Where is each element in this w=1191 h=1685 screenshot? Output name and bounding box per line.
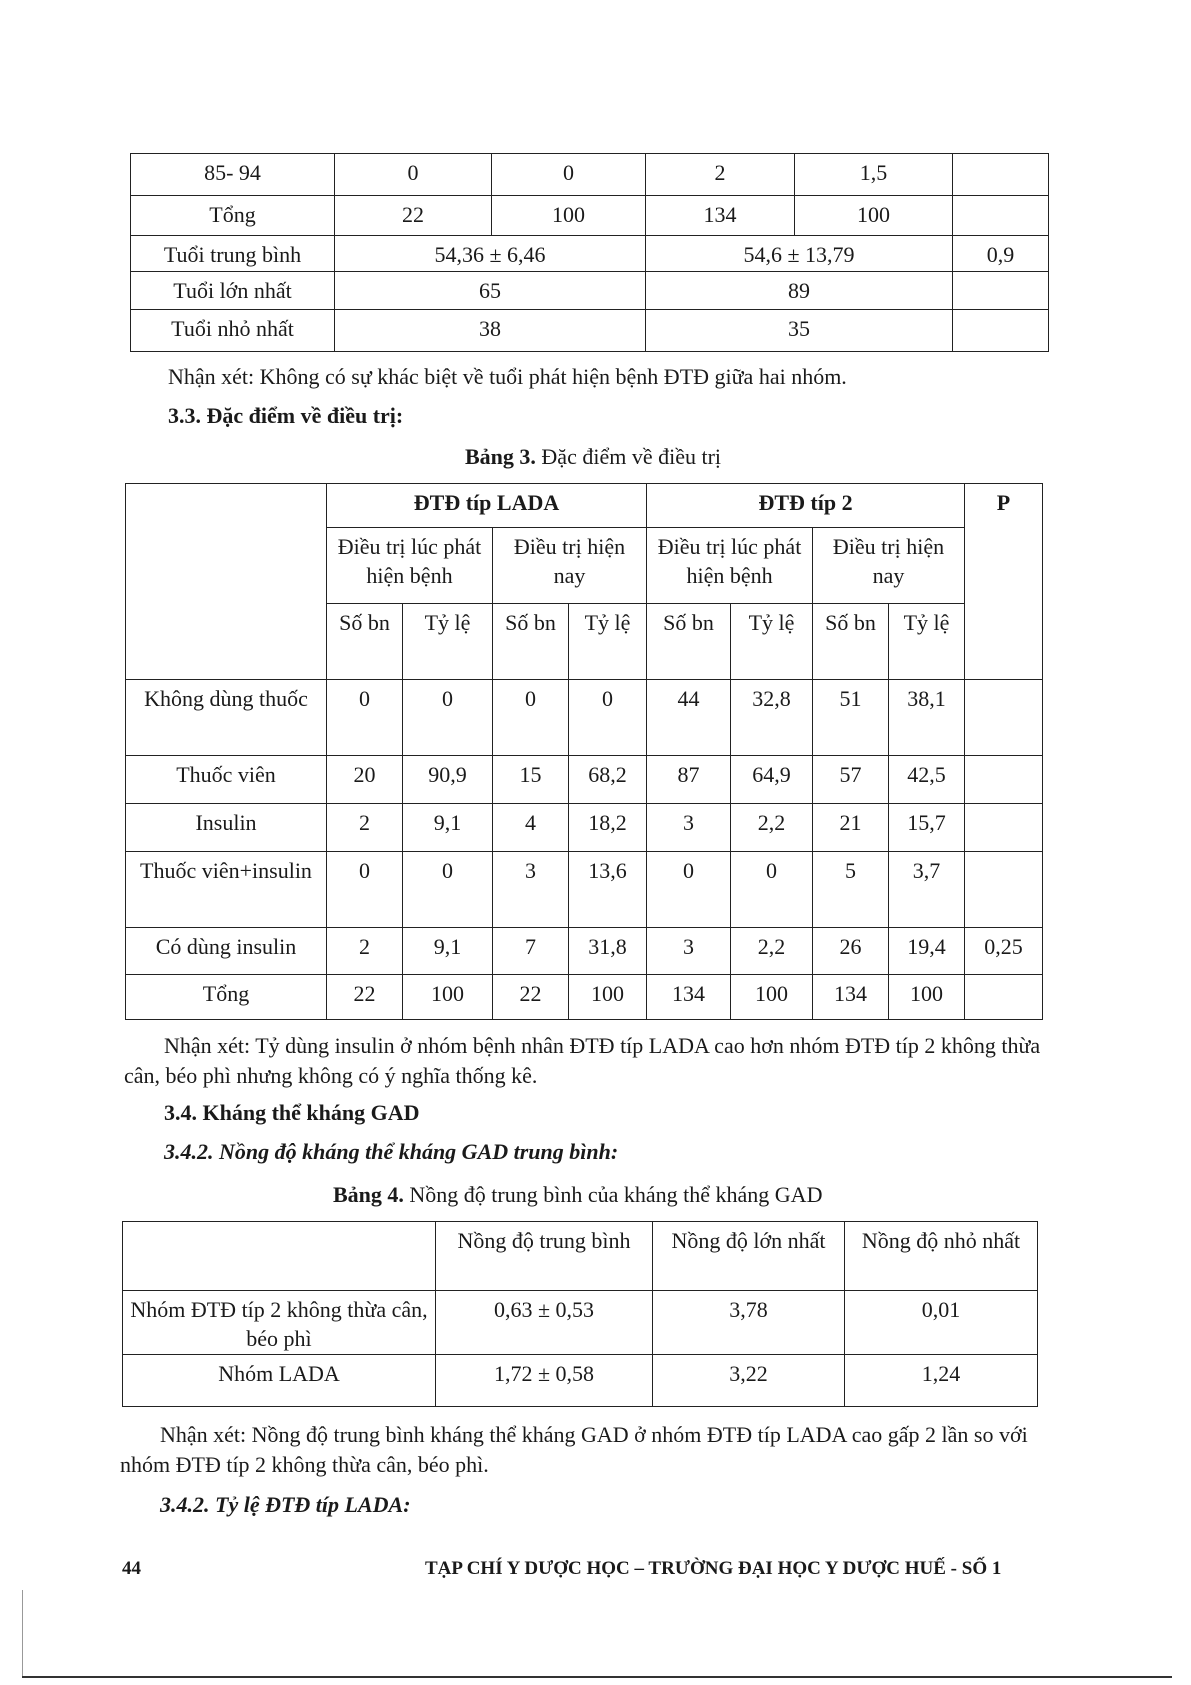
cell: 85- 94 — [131, 154, 335, 196]
cell: 2,2 — [731, 804, 813, 852]
table-row — [126, 680, 1043, 756]
table-row — [126, 756, 1043, 804]
cell: 20 — [327, 756, 403, 804]
cell: 87 — [647, 756, 731, 804]
section-heading: 3.4.2. Tỷ lệ ĐTĐ típ LADA: — [160, 1492, 411, 1517]
cell: 0 — [327, 852, 403, 928]
bottom-rule — [22, 1676, 1172, 1678]
cell: 1,5 — [795, 154, 953, 196]
cell: 5 — [813, 852, 889, 928]
col-header: Tỷ lệ — [731, 604, 813, 680]
group-header: ĐTĐ típ 2 — [647, 484, 965, 528]
cell: 7 — [493, 928, 569, 975]
cell — [126, 484, 327, 680]
cell: 0 — [403, 680, 493, 756]
cell: 13,6 — [569, 852, 647, 928]
cell: 100 — [403, 975, 493, 1020]
cell — [965, 756, 1043, 804]
sub-header: Điều trị lúc phát hiện bệnh — [647, 528, 813, 604]
cell: 100 — [795, 196, 953, 236]
cell: 100 — [889, 975, 965, 1020]
cell: 2 — [327, 928, 403, 975]
section-heading: 3.4.2. Nồng độ kháng thể kháng GAD trung bình: — [164, 1139, 619, 1164]
row-label: Thuốc viên — [126, 756, 327, 804]
cell: 32,8 — [731, 680, 813, 756]
col-header: Tỷ lệ — [889, 604, 965, 680]
cell: 0 — [335, 154, 492, 196]
row-label: Thuốc viên+insulin — [126, 852, 327, 928]
cell: 3 — [647, 804, 731, 852]
treatment-table — [125, 483, 1043, 1020]
cell: 0,63 ± 0,53 — [436, 1291, 653, 1355]
table-row — [126, 975, 1043, 1020]
col-header: Số bn — [813, 604, 889, 680]
cell: 100 — [569, 975, 647, 1020]
row-label: Tổng — [126, 975, 327, 1020]
cell: 0 — [403, 852, 493, 928]
note-gad: Nhận xét: Nồng độ trung bình kháng thể kháng GAD ở nhóm ĐTĐ típ LADA cao gấp 2 lần so với nhóm ĐTĐ típ 2 không thừa cân, béo phì. — [120, 1422, 1028, 1477]
table-row — [126, 852, 1043, 928]
cell: 100 — [731, 975, 813, 1020]
sub-header: Điều trị hiện nay — [493, 528, 647, 604]
col-header: Nồng độ trung bình — [436, 1222, 653, 1291]
cell: 89 — [646, 272, 953, 310]
cell: 19,4 — [889, 928, 965, 975]
col-header: Số bn — [327, 604, 403, 680]
section-heading: 3.4. Kháng thể kháng GAD — [164, 1100, 420, 1125]
col-header: Số bn — [647, 604, 731, 680]
table-row — [131, 310, 1049, 352]
cell — [965, 804, 1043, 852]
table-row — [126, 928, 1043, 975]
cell: Tuổi nhỏ nhất — [131, 310, 335, 352]
cell: 65 — [335, 272, 646, 310]
cell: 38 — [335, 310, 646, 352]
cell — [953, 154, 1049, 196]
cell: 0 — [492, 154, 646, 196]
cell: 54,6 ± 13,79 — [646, 236, 953, 272]
table4-caption — [333, 1180, 822, 1210]
journal-title: TẠP CHÍ Y DƯỢC HỌC – TRƯỜNG ĐẠI HỌC Y DƯỢC HUẾ - SỐ 1 — [425, 1558, 1002, 1579]
cell: 15,7 — [889, 804, 965, 852]
cell: 18,2 — [569, 804, 647, 852]
cell: 31,8 — [569, 928, 647, 975]
cell — [953, 272, 1049, 310]
gad-table — [122, 1221, 1038, 1407]
cell — [953, 310, 1049, 352]
cell: 1,72 ± 0,58 — [436, 1355, 653, 1407]
cell: Tuổi trung bình — [131, 236, 335, 272]
cell: 0 — [327, 680, 403, 756]
sub-header: Điều trị hiện nay — [813, 528, 965, 604]
cell: 35 — [646, 310, 953, 352]
cell: 90,9 — [403, 756, 493, 804]
row-label: Nhóm LADA — [123, 1355, 436, 1407]
cell: 2,2 — [731, 928, 813, 975]
cell: 0 — [731, 852, 813, 928]
cell — [965, 852, 1043, 928]
cell: 0 — [569, 680, 647, 756]
cell: 68,2 — [569, 756, 647, 804]
note-treatment: Nhận xét: Tỷ dùng insulin ở nhóm bệnh nhân ĐTĐ típ LADA cao hơn nhóm ĐTĐ típ 2 không thừa cân, béo phì nhưng không có ý nghĩa thống kê. — [124, 1033, 1041, 1088]
caption-label: Bảng 4. — [333, 1182, 404, 1207]
cell: 0 — [647, 852, 731, 928]
cell: 44 — [647, 680, 731, 756]
cell: 0,01 — [845, 1291, 1038, 1355]
cell: 64,9 — [731, 756, 813, 804]
cell: Tuổi lớn nhất — [131, 272, 335, 310]
cell: 134 — [647, 975, 731, 1020]
table-row — [123, 1291, 1038, 1355]
table-row — [131, 236, 1049, 272]
table-row — [131, 154, 1049, 196]
cell: 38,1 — [889, 680, 965, 756]
cell: 0 — [493, 680, 569, 756]
cell: 9,1 — [403, 804, 493, 852]
col-header: Nồng độ lớn nhất — [653, 1222, 845, 1291]
cell: 3 — [647, 928, 731, 975]
cell: 3,7 — [889, 852, 965, 928]
age-table — [130, 153, 1049, 352]
margin-line — [22, 1590, 23, 1676]
table-row — [131, 196, 1049, 236]
cell: 2 — [327, 804, 403, 852]
cell — [965, 975, 1043, 1020]
col-header: Số bn — [493, 604, 569, 680]
row-label: Nhóm ĐTĐ típ 2 không thừa cân, béo phì — [123, 1291, 436, 1355]
cell: 22 — [335, 196, 492, 236]
cell: 9,1 — [403, 928, 493, 975]
note-age: Nhận xét: Không có sự khác biệt về tuổi phát hiện bệnh ĐTĐ giữa hai nhóm. — [168, 364, 847, 389]
table-row — [123, 1222, 1038, 1291]
group-header: ĐTĐ típ LADA — [327, 484, 647, 528]
cell: 4 — [493, 804, 569, 852]
cell: 54,36 ± 6,46 — [335, 236, 646, 272]
cell: 3 — [493, 852, 569, 928]
cell: 3,78 — [653, 1291, 845, 1355]
cell: 57 — [813, 756, 889, 804]
table-row — [131, 272, 1049, 310]
cell — [965, 680, 1043, 756]
cell: 2 — [646, 154, 795, 196]
cell: Tổng — [131, 196, 335, 236]
row-label: Có dùng insulin — [126, 928, 327, 975]
cell: 0,25 — [965, 928, 1043, 975]
cell: 22 — [493, 975, 569, 1020]
p-header: P — [965, 484, 1043, 680]
col-header: Tỷ lệ — [403, 604, 493, 680]
cell: 22 — [327, 975, 403, 1020]
row-label: Insulin — [126, 804, 327, 852]
row-label: Không dùng thuốc — [126, 680, 327, 756]
caption-text: Nồng độ trung bình của kháng thể kháng GAD — [403, 1182, 823, 1207]
table-row — [123, 1355, 1038, 1407]
table-row — [126, 484, 1043, 528]
col-header: Tỷ lệ — [569, 604, 647, 680]
cell: 3,22 — [653, 1355, 845, 1407]
cell: 51 — [813, 680, 889, 756]
cell: 1,24 — [845, 1355, 1038, 1407]
col-header — [123, 1222, 436, 1291]
caption-label: Bảng 3. — [465, 444, 536, 469]
cell: 15 — [493, 756, 569, 804]
table-row — [126, 804, 1043, 852]
cell — [953, 196, 1049, 236]
cell: 134 — [646, 196, 795, 236]
cell: 134 — [813, 975, 889, 1020]
page-number: 44 — [122, 1558, 141, 1579]
cell: 100 — [492, 196, 646, 236]
caption-text: Đặc điểm về điều trị — [535, 444, 722, 469]
cell: 26 — [813, 928, 889, 975]
section-heading: 3.3. Đặc điểm về điều trị: — [168, 403, 404, 428]
col-header: Nồng độ nhỏ nhất — [845, 1222, 1038, 1291]
sub-header: Điều trị lúc phát hiện bệnh — [327, 528, 493, 604]
cell: 21 — [813, 804, 889, 852]
cell: 42,5 — [889, 756, 965, 804]
table3-caption — [465, 442, 721, 472]
cell: 0,9 — [953, 236, 1049, 272]
